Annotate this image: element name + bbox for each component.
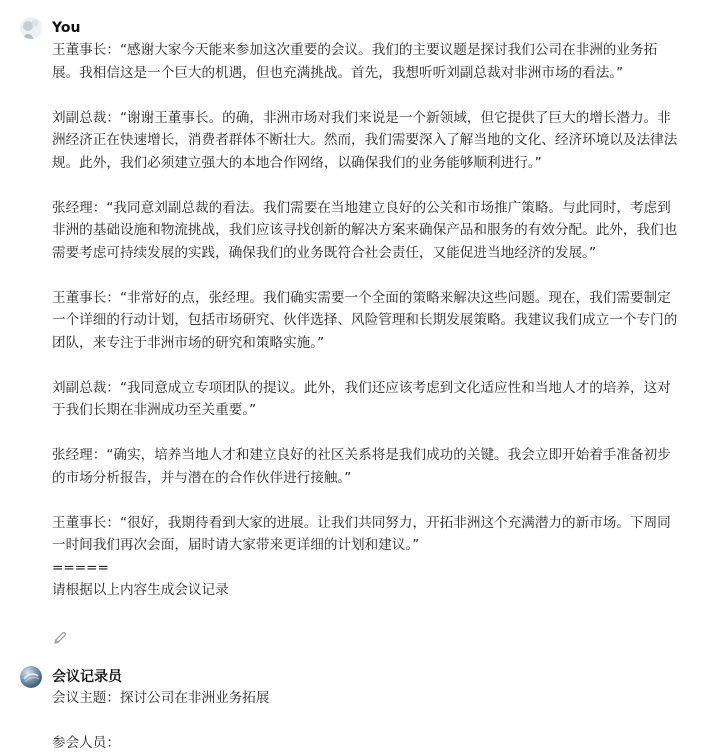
attendees-label: 参会人员： xyxy=(52,735,120,751)
transcript-paragraph: 刘副总裁：“谢谢王董事长。的确，非洲市场对我们来说是一个新领域，但它提供了巨大的增长潜力。非洲经济正在快速增长，消费者群体不断壮大。然而，我们需要深入了解当地的文化、经济环境以及法律法规。此外，我们必须建立强大的本地合作网络，以确保我们的业务能够顺利进行。” xyxy=(52,109,678,171)
transcript-paragraph: 张经理：“确实，培养当地人才和建立良好的社区关系将是我们成功的关键。我会立即开始着手准备初步的市场分析报告，并与潜在的合作伙伴进行接触。” xyxy=(52,447,671,486)
user-message-body xyxy=(52,39,682,602)
assistant-author-name: 会议记录员 xyxy=(52,669,122,685)
assistant-avatar-icon xyxy=(20,666,42,688)
transcript-paragraph-last: 王董事长：“很好，我期待看到大家的进展。让我们共同努力，开拓非洲这个充满潜力的新市场。下周同一时间我们再次会面，届时请大家带来更详细的计划和建议。” xyxy=(52,514,671,553)
assistant-message xyxy=(0,660,711,751)
pencil-edit-icon[interactable] xyxy=(52,630,68,646)
user-avatar-icon xyxy=(20,17,42,39)
transcript-paragraph: 张经理：“我同意刘副总裁的看法。我们需要在当地建立良好的公关和市场推广策略。与此同时，考虑到非洲的基础设施和物流挑战，我们应该寻找创新的解决方案来确保产品和服务的有效分配。此外，我们也需要考虑可持续发展的实践，确保我们的业务既符合社会责任，又能促进当地经济的发展。” xyxy=(52,199,678,261)
transcript-paragraph: 王董事长：“感谢大家今天能来参加这次重要的会议。我们的主要议题是探讨我们公司在非洲的业务拓展。我相信这是一个巨大的机遇，但也充满挑战。首先，我想听听刘副总裁对非洲市场的看法。” xyxy=(52,42,658,81)
instruction-text: 请根据以上内容生成会议记录 xyxy=(52,582,229,598)
transcript-paragraph: 王董事长：“非常好的点，张经理。我们确实需要一个全面的策略来解决这些问题。现在，我们需要制定一个详细的行动计划，包括市场研究、伙伴选择、风险管理和长期发展策略。我建议我们成立一个专门的团队，来专注于非洲市场的研究和策略实施。” xyxy=(52,289,678,351)
separator-line: ===== xyxy=(52,559,109,576)
user-author-name: You xyxy=(52,20,81,36)
transcript-paragraph: 刘副总裁：“我同意成立专项团队的提议。此外，我们还应该考虑到文化适应性和当地人才的培养，这对于我们长期在非洲成功至关重要。” xyxy=(52,379,671,418)
assistant-message-body xyxy=(52,687,682,755)
meeting-topic: 会议主题：探讨公司在非洲业务拓展 xyxy=(52,690,270,706)
